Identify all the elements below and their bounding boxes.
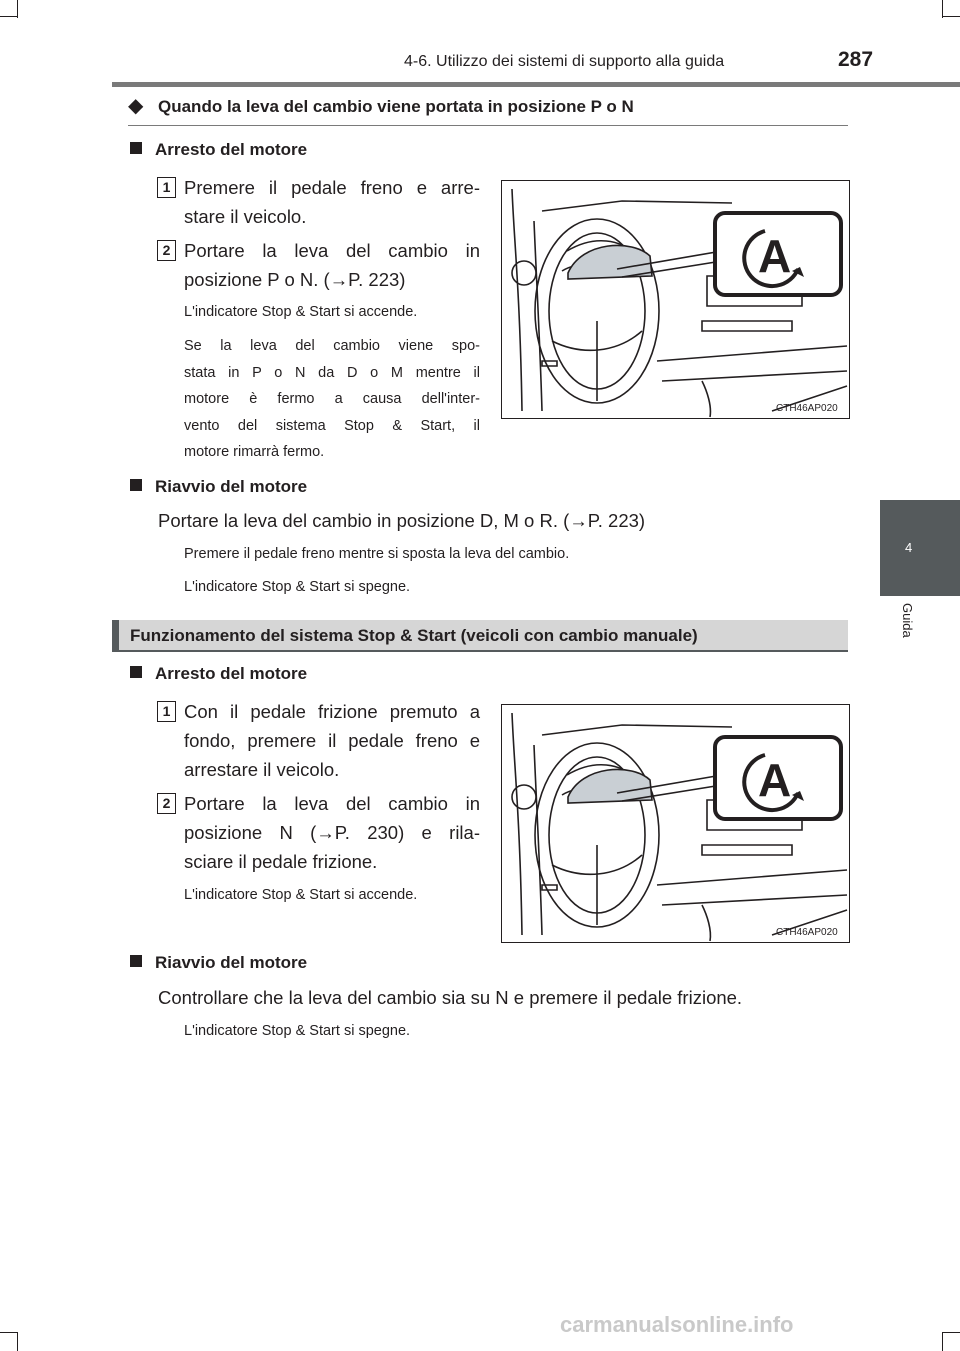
step-line: arrestare il veicolo. bbox=[184, 759, 340, 780]
subheading-text: Arresto del motore bbox=[155, 140, 308, 159]
crop-mark bbox=[942, 0, 943, 18]
step-line: posizione N (→P. 230) e rila- bbox=[184, 822, 480, 843]
note-line: Se la leva del cambio viene spo- bbox=[184, 338, 480, 354]
chapter-label: Guida bbox=[900, 603, 915, 638]
subheading-text: Riavvio del motore bbox=[155, 477, 308, 496]
subheading-text: Arresto del motore bbox=[155, 664, 308, 683]
square-bullet-icon bbox=[130, 479, 142, 491]
crop-mark bbox=[17, 0, 18, 18]
note-text: Premere il pedale freno mentre si sposta la leva del cambio. bbox=[184, 546, 570, 562]
subheading-text: Riavvio del motore bbox=[155, 953, 308, 972]
step-number: 2 bbox=[157, 240, 176, 261]
note-text: L'indicatore Stop & Start si accende. bbox=[184, 304, 418, 320]
dashboard-drawing bbox=[502, 181, 849, 418]
crop-mark bbox=[17, 1333, 18, 1351]
step-line: posizione P o N. (→P. 223) bbox=[184, 269, 406, 290]
subheading bbox=[130, 664, 307, 684]
subheading bbox=[130, 140, 307, 160]
step-number: 2 bbox=[157, 793, 176, 814]
note-line: motore rimarrà fermo. bbox=[184, 444, 325, 460]
note-text: L'indicatore Stop & Start si accende. bbox=[184, 887, 418, 903]
body-text: Controllare che la leva del cambio sia su N e premere il pedale frizione. bbox=[158, 987, 743, 1008]
dashboard-illustration bbox=[501, 180, 850, 419]
note-line: motore è fermo a causa dell'inter- bbox=[184, 391, 480, 407]
dashboard-drawing bbox=[502, 705, 849, 942]
step-text bbox=[184, 789, 480, 876]
step-text bbox=[184, 236, 480, 294]
dashboard-illustration bbox=[501, 704, 850, 943]
step-line: stare il veicolo. bbox=[184, 206, 307, 227]
square-bullet-icon bbox=[130, 666, 142, 678]
subheading bbox=[130, 477, 307, 497]
header-rule bbox=[112, 82, 960, 87]
subheading bbox=[130, 953, 307, 973]
step-number: 1 bbox=[157, 701, 176, 722]
section-rule bbox=[112, 650, 848, 652]
note-line: vento del sistema Stop & Start, il bbox=[184, 417, 480, 434]
section-title: Quando la leva del cambio viene portata in posizione P o N bbox=[158, 97, 634, 116]
step-text bbox=[184, 173, 480, 231]
step-line: Portare la leva del cambio in bbox=[184, 240, 480, 261]
step-line: sciare il pedale frizione. bbox=[184, 851, 378, 872]
note-text: L'indicatore Stop & Start si spegne. bbox=[184, 1023, 411, 1039]
crop-mark bbox=[0, 16, 18, 17]
step-number: 1 bbox=[157, 177, 176, 198]
square-bullet-icon bbox=[130, 142, 142, 154]
body-text: Portare la leva del cambio in posizione D, M o R. (→P. 223) bbox=[158, 510, 646, 531]
note-text bbox=[184, 333, 480, 466]
crop-mark bbox=[942, 16, 960, 17]
diamond-icon: ◆ bbox=[128, 95, 144, 117]
figure-id: CTH46AP020 bbox=[776, 927, 838, 938]
step-line: fondo, premere il pedale freno e bbox=[184, 730, 480, 751]
callout-label: A bbox=[758, 230, 792, 282]
note-text: L'indicatore Stop & Start si spegne. bbox=[184, 579, 411, 595]
watermark: carmanualsonline.info bbox=[560, 1312, 794, 1337]
note-line: stata in P o N da D o M mentre il bbox=[184, 364, 480, 381]
square-bullet-icon bbox=[130, 955, 142, 967]
step-line: Portare la leva del cambio in bbox=[184, 793, 480, 814]
step-text bbox=[184, 697, 480, 784]
step-line: Con il pedale frizione premuto a bbox=[184, 701, 480, 722]
chapter-tab bbox=[880, 500, 960, 596]
callout-label: A bbox=[758, 754, 792, 806]
page-number: 287 bbox=[838, 48, 874, 71]
chapter-number: 4 bbox=[905, 540, 913, 555]
running-header: 4-6. Utilizzo dei sistemi di supporto alla guida bbox=[404, 53, 725, 70]
figure-id: CTH46AP020 bbox=[776, 403, 838, 414]
crop-mark bbox=[942, 1332, 960, 1333]
section-title: Funzionamento del sistema Stop & Start (veicoli con cambio manuale) bbox=[130, 626, 698, 645]
crop-mark bbox=[0, 1332, 18, 1333]
crop-mark bbox=[942, 1333, 943, 1351]
step-line: Premere il pedale freno e arre- bbox=[184, 177, 480, 198]
section-banner-bar bbox=[112, 620, 119, 650]
section-rule bbox=[128, 125, 848, 126]
